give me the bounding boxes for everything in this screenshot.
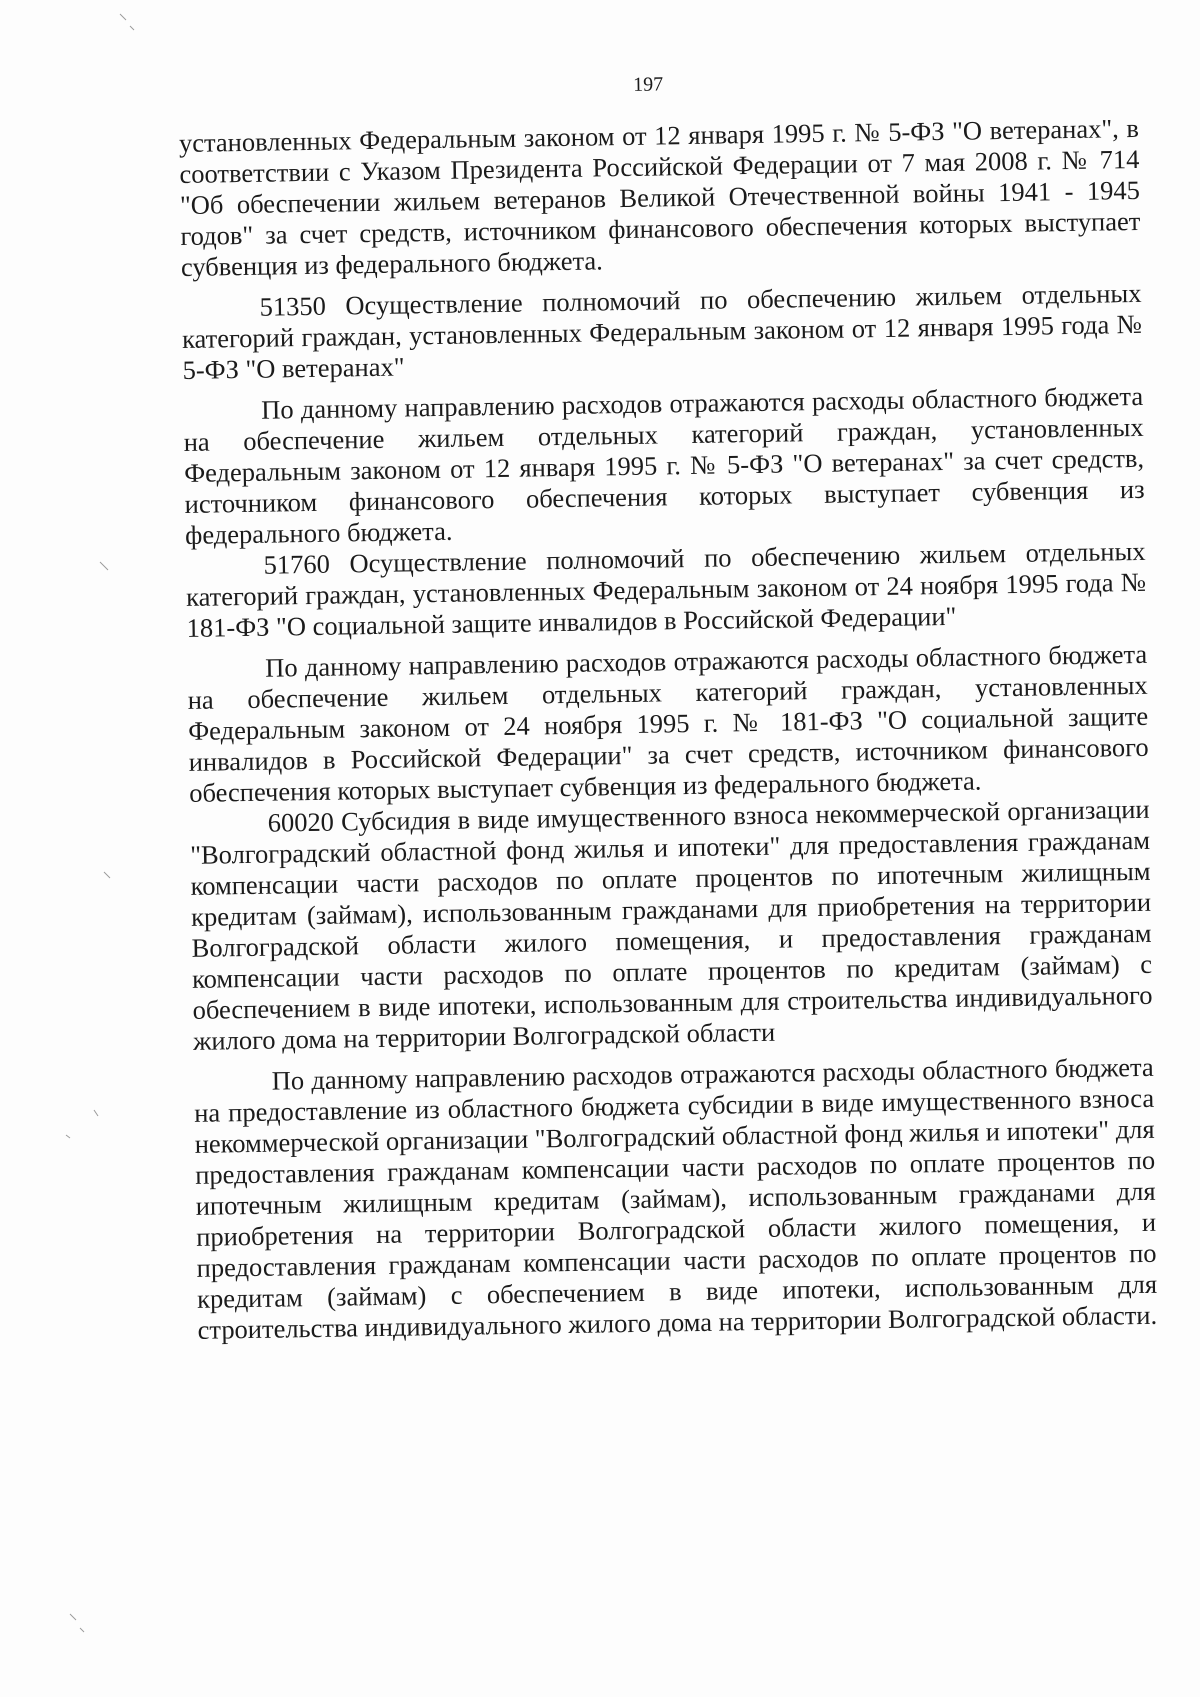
page-number: 197 <box>632 73 664 96</box>
paragraph-51760-description: По данному направлению расходов отражаются расходы областного бюджета на обеспечение жильем отдельных категорий граждан, установленных Федеральным законом от 24 ноября 1995 г. № 181-ФЗ "О социальной защите инвалидов в Российской Федерации" за счет средств, источником финансового обеспечения которых выступает субвенция из федерального бюджета. <box>187 638 1149 808</box>
paragraph-51350-heading: 51350 Осуществление полномочий по обеспечению жильем отдельных категорий граждан, установленных Федеральным законом от 12 января 1995 года № 5-ФЗ "О ветеранах" <box>181 277 1143 385</box>
paragraph-51350-description: По данному направлению расходов отражаются расходы областного бюджета на обеспечение жильем отдельных категорий граждан, установленных Федеральным законом от 12 января 1995 г. № 5-ФЗ "О ветеранах" за счет средств, источником финансового обеспечения которых выступает субвенция из федерального бюджета. <box>183 380 1145 550</box>
paragraph-continuation: установленных Федеральным законом от 12 января 1995 г. № 5-ФЗ "О ветеранах", в соответствии с Указом Президента Российской Федерации от 7 мая 2008 г. № 714 "Об обеспечении жильем ветеранов Великой Отечественной войны 1941 - 1945 годов" за счет средств, источником финансового обеспечения которых выступает субвенция из федерального бюджета. <box>178 112 1141 282</box>
paragraph-60020-heading: 60020 Субсидия в виде имущественного взноса некоммерческой организации "Волгоградский областной фонд жилья и ипотеки" для предоставления гражданам компенсации части расходов по оплате процентов по ипотечным жилищным кредитам (займам), использованным гражданами для приобретения на территории Волгоградской области жилого помещения, и предоставления гражданам компенсации части расходов по оплате процентов по кредитам (займам) с обеспечением в виде ипотеки, использованным для строительства индивидуального жилого дома на территории Волгоградской области <box>189 793 1153 1056</box>
document-body <box>178 65 1158 1346</box>
paragraph-60020-description: По данному направлению расходов отражаются расходы областного бюджета на предоставление из областного бюджета субсидии в виде имущественного взноса некоммерческой организации "Волгоградский областной фонд жилья и ипотеки" для предоставления гражданам компенсации части расходов по оплате процентов по ипотечным жилищным кредитам (займам), использованным гражданами для приобретения на территории Волгоградской области жилого помещения, и предоставления гражданам компенсации части расходов по оплате процентов по кредитам (займам) с обеспечением в виде ипотеки, использованным для строительства индивидуального жилого дома на территории Волгоградской области. <box>193 1051 1158 1345</box>
paragraph-51760-heading: 51760 Осуществление полномочий по обеспечению жильем отдельных категорий граждан, установленных Федеральным законом от 24 ноября 1995 года № 181-ФЗ "О социальной защите инвалидов в Российской Федерации" <box>185 535 1147 643</box>
